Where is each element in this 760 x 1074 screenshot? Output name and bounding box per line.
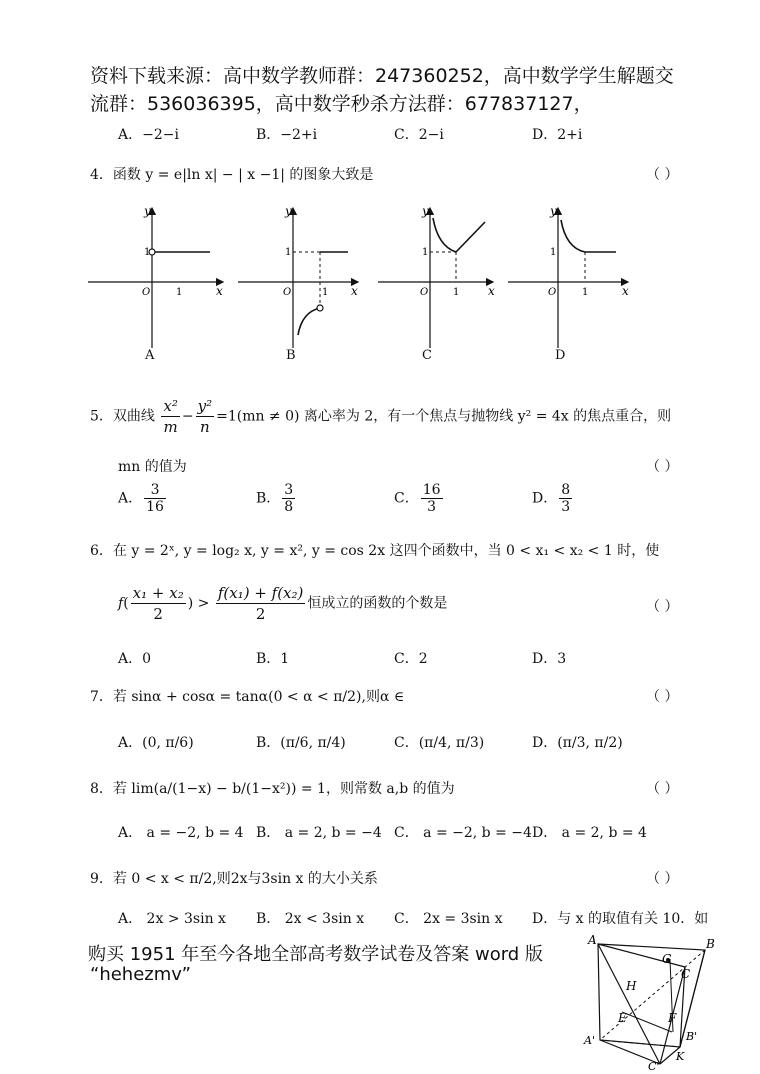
q6-option-a: A．0 xyxy=(118,651,152,667)
q5-answer-paren: （ ） xyxy=(646,459,679,475)
footer-ad-line1: 购买 1951 年至今各地全部高考数学试卷及答案 word 版 xyxy=(88,944,543,965)
q5-text-b: =1(mn ≠ 0) 离心率为 2，有一个焦点与抛物线 y² = 4x 的焦点重合，则 xyxy=(216,408,672,425)
svg-text:A': A' xyxy=(584,1034,595,1047)
graph-c xyxy=(378,204,495,348)
svg-text:y: y xyxy=(550,204,557,218)
q6-option-b: B．1 xyxy=(256,651,290,667)
q6-option-d: D．3 xyxy=(532,651,567,667)
svg-text:x: x xyxy=(351,284,358,298)
q4-stem xyxy=(90,164,373,184)
svg-text:x: x xyxy=(216,284,223,298)
q8-text: 若 lim(a/(1−x) − b/(1−x²)) = 1，则常数 a,b 的值为 xyxy=(112,781,455,797)
graph-d xyxy=(508,204,629,348)
svg-text:y: y xyxy=(285,204,292,218)
prism-figure xyxy=(560,932,730,1072)
svg-text:O: O xyxy=(420,287,429,298)
svg-text:1: 1 xyxy=(582,287,589,298)
q9-option-d: D．与 x 的取值有关 10．如 xyxy=(532,911,709,927)
q7-answer-paren: （ ） xyxy=(646,689,679,705)
q9-option-b: B． 2x < 3sin x xyxy=(256,911,365,927)
q3-option-d: D．2+i xyxy=(532,127,583,143)
svg-text:y: y xyxy=(422,204,429,218)
q4-text: 函数 y = e|ln x| − | x −1| 的图象大致是 xyxy=(112,167,374,183)
q3-option-a: A．−2−i xyxy=(118,127,179,143)
q9-number: 9． xyxy=(90,871,113,887)
q4-number: 4． xyxy=(90,167,113,183)
q9-option-a: A． 2x > 3sin x xyxy=(118,911,226,927)
q8-option-b: B． a = 2, b = −4 xyxy=(256,825,382,841)
svg-text:C': C' xyxy=(648,1060,660,1072)
q8-option-c: C． a = −2, b = −4 xyxy=(394,825,532,841)
svg-text:x: x xyxy=(488,284,495,298)
q8-answer-paren: （ ） xyxy=(646,781,679,797)
q6-text-a: 在 y = 2ˣ, y = log₂ x, y = x², y = cos 2x 这四个函数中，当 0 < x₁ < x₂ < 1 时，使 xyxy=(112,543,660,559)
svg-text:H: H xyxy=(626,979,637,993)
q6-option-c: C．2 xyxy=(394,651,428,667)
svg-text:O: O xyxy=(142,287,151,298)
q5-stem-c: mn 的值为 xyxy=(118,459,187,475)
q5-text-a: 双曲线 xyxy=(112,408,155,425)
svg-text:x: x xyxy=(622,284,629,298)
q7-text: 若 sinα + cosα = tanα(0 < α < π/2),则α ∈ xyxy=(112,689,405,705)
q4-answer-paren: （ ） xyxy=(646,167,679,183)
q7-stem xyxy=(90,686,404,706)
svg-text:G: G xyxy=(662,952,672,966)
svg-text:1: 1 xyxy=(453,287,460,298)
q5-option-b: B． $\frac{3}{8}$ xyxy=(256,482,294,515)
q8-option-d: D． a = 2, b = 4 xyxy=(532,825,647,841)
graph-label-b: B xyxy=(286,348,296,363)
q7-option-a: A．(0, π/6) xyxy=(118,735,194,751)
q6-stem xyxy=(90,540,659,560)
q4-graphs xyxy=(88,200,688,350)
q5-option-d: D． $\frac{8}{3}$ xyxy=(532,482,571,515)
q7-option-d: D．(π/3, π/2) xyxy=(532,735,623,751)
q7-number: 7． xyxy=(90,689,113,705)
svg-text:F: F xyxy=(668,1011,677,1025)
q5-number: 5． xyxy=(90,408,113,425)
svg-text:y: y xyxy=(144,204,151,218)
svg-text:O: O xyxy=(548,287,557,298)
graph-label-a: A xyxy=(145,348,155,363)
footer-ad-line2: “hehezmv” xyxy=(90,964,191,985)
q5-frac-x: $\frac{\text{x²}}{m}$ xyxy=(163,397,178,436)
q6-text-b: 恒成立的函数的个数是 xyxy=(307,595,448,612)
svg-text:1: 1 xyxy=(322,287,329,298)
q5-frac-y: $\frac{\text{y²}}{n}$ xyxy=(197,397,213,436)
svg-text:E: E xyxy=(618,1011,627,1025)
q8-number: 8． xyxy=(90,781,113,797)
svg-text:C: C xyxy=(681,967,691,981)
q5-stem: 5．双曲线 $\frac{\text{x²}}{m}$ − $\frac{\text{y²}}{n}$ =1(mn ≠ 0) 离心率为 2，有一个焦点与抛物线 y² = 4x 的焦点重合，则 xyxy=(90,397,672,436)
source-header-line2: 流群：536036395，高中数学秒杀方法群：677837127， xyxy=(90,93,593,115)
q3-option-b: B．−2+i xyxy=(256,127,318,143)
q6-number: 6． xyxy=(90,543,113,559)
svg-text:1: 1 xyxy=(422,247,429,258)
graph-label-d: D xyxy=(555,348,566,363)
svg-text:1: 1 xyxy=(144,247,151,258)
svg-text:B': B' xyxy=(686,1030,698,1043)
source-header-line1: 资料下载来源：高中数学教师群：247360252，高中数学学生解题交 xyxy=(90,65,674,87)
svg-text:A: A xyxy=(588,933,597,947)
q7-option-b: B．(π/6, π/4) xyxy=(256,735,346,751)
q7-option-c: C．(π/4, π/3) xyxy=(394,735,485,751)
graph-a xyxy=(88,204,223,348)
q5-option-c: C． $\frac{16}{3}$ xyxy=(394,482,441,515)
q8-stem xyxy=(90,778,455,798)
svg-text:1: 1 xyxy=(285,247,292,258)
svg-text:B: B xyxy=(706,937,715,951)
svg-text:K: K xyxy=(676,1050,685,1063)
q9-answer-paren: （ ） xyxy=(646,871,679,887)
q3-option-c: C．2−i xyxy=(394,127,444,143)
svg-text:O: O xyxy=(283,287,292,298)
q9-option-c: C． 2x = 3sin x xyxy=(394,911,503,927)
graph-b xyxy=(238,204,358,348)
q9-stem xyxy=(90,868,378,888)
q8-option-a: A． a = −2, b = 4 xyxy=(118,825,244,841)
q6-answer-paren: （ ） xyxy=(646,599,679,615)
q6-formula: f( $\frac{\text{x₁ + x₂}}{2}$ ) > $\frac{\text{f(x₁) + f(x₂)}}{2}$ 恒成立的函数的个数是 xyxy=(118,584,448,623)
q5-option-a: A． $\frac{3}{16}$ xyxy=(118,482,164,515)
q9-text: 若 0 < x < π/2,则2x与3sin x 的大小关系 xyxy=(112,871,378,887)
graph-label-c: C xyxy=(422,348,432,363)
svg-text:1: 1 xyxy=(176,287,183,298)
svg-text:1: 1 xyxy=(550,247,557,258)
